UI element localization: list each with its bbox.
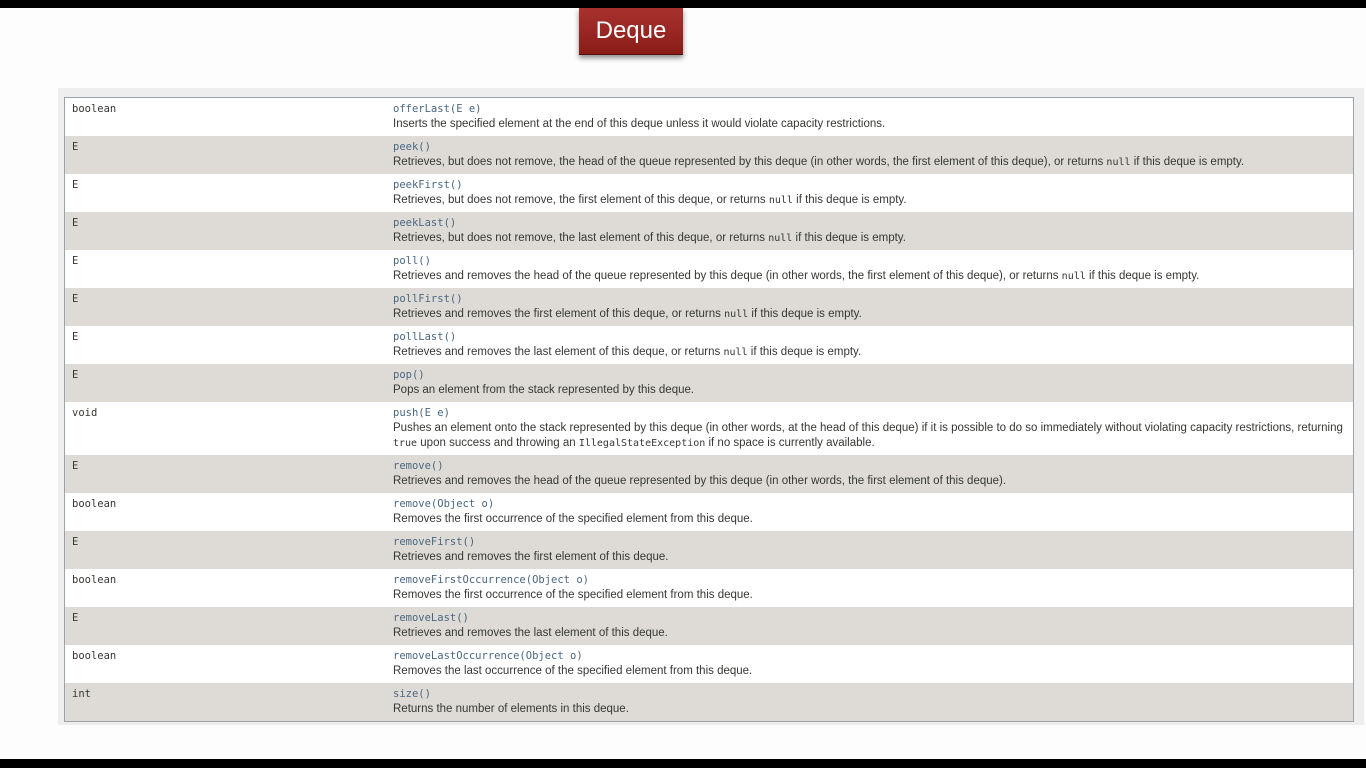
method-description: [393, 550, 1346, 565]
inline-code: null: [768, 233, 793, 244]
method-cell: [386, 569, 1354, 607]
return-type: boolean: [72, 498, 117, 510]
inline-code: IllegalStateException: [578, 438, 706, 449]
method-description: [393, 383, 1346, 398]
return-type: E: [72, 331, 79, 343]
method-signature-link[interactable]: removeFirstOccurrence(Object o): [393, 574, 589, 586]
method-cell: [386, 250, 1354, 288]
method-description: [393, 193, 1346, 208]
method-description: [393, 702, 1346, 717]
method-description: [393, 155, 1346, 170]
return-type: E: [72, 293, 79, 305]
method-cell: [386, 136, 1354, 174]
method-row: [65, 288, 1354, 326]
method-row: [65, 455, 1354, 493]
method-description: [393, 269, 1346, 284]
description-text: Returns the number of elements in this deque.: [393, 703, 629, 715]
method-row: [65, 174, 1354, 212]
method-cell: [386, 364, 1354, 402]
method-description: [393, 474, 1346, 489]
method-signature-link[interactable]: size(): [393, 688, 431, 700]
method-cell: [386, 455, 1354, 493]
method-cell: [386, 326, 1354, 364]
description-text: Pushes an element onto the stack represented by this deque (in other words, at the head of this deque) if it is possible to do so immediately without violating capacity restrictions, returning: [393, 422, 1343, 434]
description-text: Retrieves and removes the head of the queue represented by this deque (in other words, the first element of this deque), or returns: [393, 270, 1062, 282]
method-description: [393, 117, 1346, 132]
description-text: Retrieves and removes the first element of this deque, or returns: [393, 308, 725, 320]
method-signature-link[interactable]: pollFirst(): [393, 293, 463, 305]
method-signature-link[interactable]: peek(): [393, 141, 431, 153]
method-cell: [386, 493, 1354, 531]
method-summary-panel: [58, 88, 1364, 725]
method-signature-link[interactable]: peekLast(): [393, 217, 457, 229]
method-signature-link[interactable]: poll(): [393, 255, 431, 267]
method-signature-link[interactable]: offerLast(E e): [393, 103, 482, 115]
description-text: if this deque is empty.: [1085, 270, 1200, 282]
description-text: Removes the first occurrence of the specified element from this deque.: [393, 589, 753, 601]
description-text: Retrieves and removes the first element of this deque.: [393, 551, 669, 563]
method-row: [65, 569, 1354, 607]
description-text: Retrieves and removes the last element of this deque, or returns: [393, 346, 724, 358]
method-cell: [386, 402, 1354, 455]
description-text: upon success and throwing an: [417, 437, 579, 449]
description-text: Removes the first occurrence of the specified element from this deque.: [393, 513, 753, 525]
inline-code: null: [724, 309, 749, 320]
return-type: E: [72, 217, 79, 229]
description-text: if this deque is empty.: [1130, 156, 1245, 168]
method-row: [65, 364, 1354, 402]
method-row: [65, 683, 1354, 722]
method-row: [65, 402, 1354, 455]
return-type: boolean: [72, 103, 117, 115]
method-row: [65, 250, 1354, 288]
method-description: [393, 231, 1346, 246]
return-type: E: [72, 179, 79, 191]
method-cell: [386, 683, 1354, 722]
return-type: E: [72, 369, 79, 381]
description-text: if this deque is empty.: [748, 308, 862, 320]
method-signature-link[interactable]: pollLast(): [393, 331, 457, 343]
method-row: [65, 607, 1354, 645]
method-description: [393, 588, 1346, 603]
method-row: [65, 326, 1354, 364]
inline-code: null: [1061, 271, 1086, 282]
method-row: [65, 531, 1354, 569]
method-description: [393, 626, 1346, 641]
method-row: [65, 98, 1354, 137]
description-text: Retrieves, but does not remove, the head of the queue represented by this deque (in other words, the first element of this deque), or returns: [393, 156, 1107, 168]
description-text: Retrieves and removes the head of the queue represented by this deque (in other words, the first element of this deque).: [393, 475, 1007, 487]
return-type: E: [72, 141, 79, 153]
method-signature-link[interactable]: removeFirst(): [393, 536, 476, 548]
method-signature-link[interactable]: remove(): [393, 460, 444, 472]
inline-code: null: [1106, 157, 1131, 168]
description-text: if this deque is empty.: [792, 194, 907, 206]
method-cell: [386, 531, 1354, 569]
method-signature-link[interactable]: removeLastOccurrence(Object o): [393, 650, 583, 662]
return-type: E: [72, 255, 79, 267]
method-cell: [386, 645, 1354, 683]
inline-code: null: [723, 347, 748, 358]
description-text: if no space is currently available.: [705, 437, 875, 449]
method-description: [393, 307, 1346, 322]
inline-code: true: [393, 438, 418, 449]
method-signature-link[interactable]: removeLast(): [393, 612, 469, 624]
method-description: [393, 664, 1346, 679]
method-cell: [386, 288, 1354, 326]
slide: [0, 8, 1366, 759]
method-signature-link[interactable]: peekFirst(): [393, 179, 463, 191]
return-type: void: [72, 407, 98, 419]
slide-title: Deque: [579, 8, 683, 55]
description-text: Retrieves, but does not remove, the first element of this deque, or returns: [393, 194, 769, 206]
description-text: if this deque is empty.: [747, 346, 862, 358]
method-summary-table: [64, 97, 1354, 722]
method-row: [65, 645, 1354, 683]
description-text: Inserts the specified element at the end of this deque unless it would violate capacity restrictions.: [393, 118, 886, 130]
description-text: if this deque is empty.: [792, 232, 906, 244]
method-cell: [386, 607, 1354, 645]
method-signature-link[interactable]: push(E e): [393, 407, 450, 419]
description-text: Retrieves and removes the last element of this deque.: [393, 627, 668, 639]
method-cell: [386, 212, 1354, 250]
return-type: boolean: [72, 574, 117, 586]
method-description: [393, 345, 1346, 360]
description-text: Pops an element from the stack represented by this deque.: [393, 384, 695, 396]
return-type: E: [72, 536, 79, 548]
method-row: [65, 212, 1354, 250]
method-description: [393, 512, 1346, 527]
description-text: Retrieves, but does not remove, the last element of this deque, or returns: [393, 232, 769, 244]
description-text: Removes the last occurrence of the specified element from this deque.: [393, 665, 753, 677]
method-description: [393, 421, 1346, 451]
method-signature-link[interactable]: pop(): [393, 369, 425, 381]
return-type: E: [72, 460, 79, 472]
inline-code: null: [768, 195, 793, 206]
method-row: [65, 493, 1354, 531]
return-type: int: [72, 688, 91, 700]
method-cell: [386, 174, 1354, 212]
return-type: E: [72, 612, 79, 624]
method-cell: [386, 98, 1354, 137]
method-row: [65, 136, 1354, 174]
method-signature-link[interactable]: remove(Object o): [393, 498, 495, 510]
return-type: boolean: [72, 650, 117, 662]
